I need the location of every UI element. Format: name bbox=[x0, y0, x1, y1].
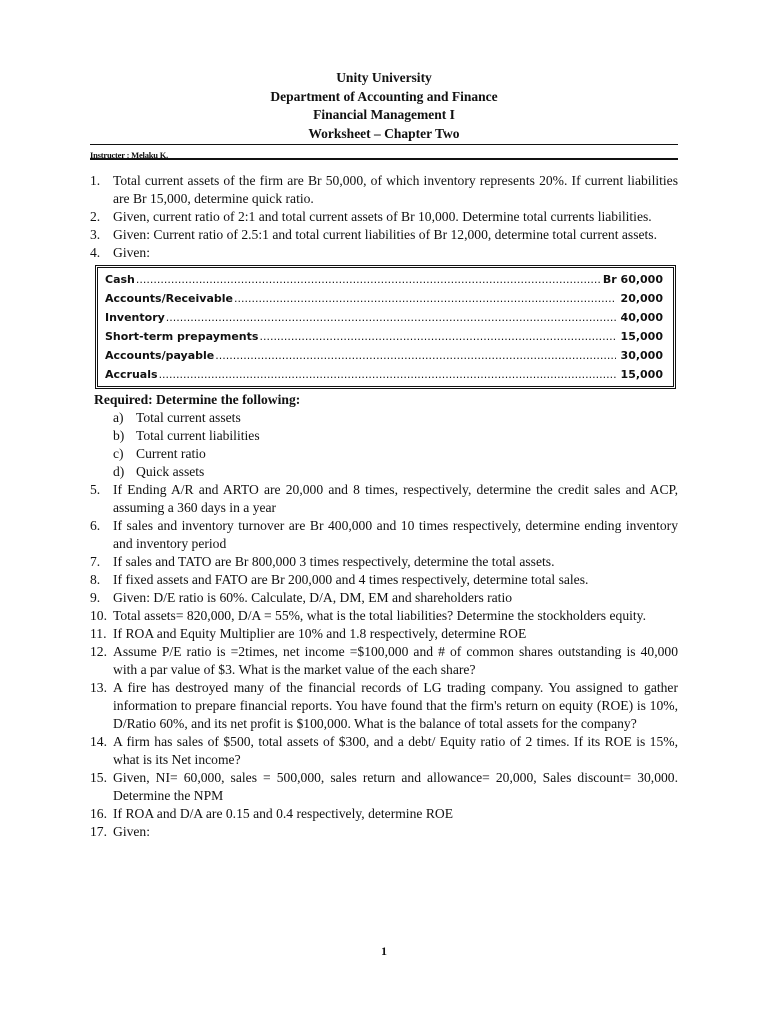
question-item bbox=[90, 607, 678, 625]
required-item-text: Total current assets bbox=[136, 410, 241, 425]
given-row-label: Cash bbox=[105, 273, 135, 286]
question-item-text: If sales and inventory turnover are Br 400,000 and 10 times respectively, determine ending inventory and inventory period bbox=[113, 518, 678, 551]
question-item bbox=[90, 517, 678, 553]
dot-leader bbox=[259, 327, 616, 346]
given-row bbox=[105, 289, 663, 308]
given-row-value: 15,000 bbox=[620, 368, 663, 381]
question-item-number: 1. bbox=[90, 173, 101, 188]
header-rule-bottom bbox=[90, 158, 678, 160]
question-item-number: 4. bbox=[90, 245, 101, 260]
given-row bbox=[105, 270, 663, 289]
question-item bbox=[90, 643, 678, 679]
dot-leader bbox=[166, 308, 616, 327]
given-row bbox=[105, 365, 663, 384]
question-item-text: A fire has destroyed many of the financial records of LG trading company. You assigned to gather information to prepare financial reports. You have found that the firm's return on equity (ROE) is 10%, D/Ratio 60%, and its net profit is $100,000. What is the balance of total assets for the company? bbox=[113, 680, 678, 731]
question-item-number: 15. bbox=[90, 770, 107, 785]
instructor-line: Instructer : Melaku K. bbox=[90, 150, 169, 160]
question-item bbox=[90, 769, 678, 805]
question-item-text: Total current assets of the firm are Br 50,000, of which inventory represents 20%. If current liabilities are Br 15,000, determine quick ratio. bbox=[113, 173, 678, 206]
question-item-number: 5. bbox=[90, 482, 101, 497]
given-row-label: Accounts/payable bbox=[105, 349, 215, 362]
question-item-number: 11. bbox=[90, 626, 107, 641]
given-row bbox=[105, 346, 663, 365]
question-item-number: 7. bbox=[90, 554, 101, 569]
given-row bbox=[105, 308, 663, 327]
dot-leader bbox=[215, 346, 616, 365]
question-item-text: If fixed assets and FATO are Br 200,000 and 4 times respectively, determine total sales. bbox=[113, 572, 589, 587]
question-item-text: Given: D/E ratio is 60%. Calculate, D/A, DM, EM and shareholders ratio bbox=[113, 590, 513, 605]
question-item-number: 3. bbox=[90, 227, 101, 242]
question-list-b bbox=[90, 481, 678, 841]
page-number: 1 bbox=[381, 944, 387, 958]
question-item bbox=[90, 553, 678, 571]
given-values-box bbox=[95, 265, 676, 389]
worksheet-body bbox=[90, 172, 678, 841]
question-item bbox=[90, 226, 678, 244]
question-item bbox=[90, 589, 678, 607]
question-item bbox=[90, 679, 678, 733]
question-item-text: If ROA and Equity Multiplier are 10% and 1.8 respectively, determine ROE bbox=[113, 626, 527, 641]
dot-leader bbox=[234, 289, 616, 308]
given-row bbox=[105, 327, 663, 346]
question-item bbox=[90, 571, 678, 589]
worksheet-title: Worksheet – Chapter Two bbox=[308, 125, 460, 141]
required-item-number: c) bbox=[113, 446, 124, 461]
question-item-text: Assume P/E ratio is =2times, net income =$100,000 and # of common shares outstanding is 40,000 with a par value of $3. What is the market value of the each share? bbox=[113, 644, 678, 677]
question-item-text: Given, current ratio of 2:1 and total current assets of Br 10,000. Determine total currents liabilities. bbox=[113, 209, 652, 224]
question-item-number: 13. bbox=[90, 680, 107, 695]
given-row-value: 30,000 bbox=[620, 349, 663, 362]
question-item bbox=[90, 733, 678, 769]
question-list-a bbox=[90, 172, 678, 262]
question-item-text: Total assets= 820,000, D/A = 55%, what is the total liabilities? Determine the stockholders equity. bbox=[113, 608, 646, 623]
required-item bbox=[90, 409, 678, 427]
course-name: Financial Management I bbox=[313, 107, 455, 122]
question-item-number: 2. bbox=[90, 209, 101, 224]
required-items-list bbox=[90, 409, 678, 481]
dot-leader bbox=[159, 365, 616, 384]
required-item-text: Quick assets bbox=[136, 464, 205, 479]
question-item-text: Given: bbox=[113, 824, 150, 839]
question-item-number: 14. bbox=[90, 734, 107, 749]
required-item bbox=[90, 445, 678, 463]
required-item-number: d) bbox=[113, 464, 125, 479]
question-item bbox=[90, 625, 678, 643]
question-item-text: If Ending A/R and ARTO are 20,000 and 8 times, respectively, determine the credit sales and ACP, assuming a 360 days in a year bbox=[113, 482, 678, 515]
given-row-value: 40,000 bbox=[620, 311, 663, 324]
question-item-number: 10. bbox=[90, 608, 107, 623]
question-item-text: If sales and TATO are Br 800,000 3 times respectively, determine the total assets. bbox=[113, 554, 555, 569]
header-rule-top bbox=[90, 144, 678, 145]
required-item-text: Current ratio bbox=[136, 446, 206, 461]
given-row-label: Accounts/Receivable bbox=[105, 292, 233, 305]
given-row-label: Inventory bbox=[105, 311, 165, 324]
question-item-text: A firm has sales of $500, total assets of $300, and a debt/ Equity ratio of 2 times. If its ROE is 15%, what is its Net income? bbox=[113, 734, 678, 767]
question-item-number: 6. bbox=[90, 518, 101, 533]
question-item-text: Given: bbox=[113, 245, 150, 260]
question-item bbox=[90, 208, 678, 226]
question-item bbox=[90, 172, 678, 208]
required-item bbox=[90, 427, 678, 445]
required-heading: Required: Determine the following: bbox=[94, 392, 301, 407]
required-item-number: b) bbox=[113, 428, 125, 443]
question-item-text: Given: Current ratio of 2.5:1 and total current liabilities of Br 12,000, determine total current assets. bbox=[113, 227, 657, 242]
required-item-number: a) bbox=[113, 410, 124, 425]
question-item-number: 12. bbox=[90, 644, 107, 659]
document-header bbox=[0, 69, 768, 143]
dot-leader bbox=[136, 270, 602, 289]
question-item bbox=[90, 244, 678, 262]
given-row-value: 20,000 bbox=[620, 292, 663, 305]
given-row-label: Accruals bbox=[105, 368, 158, 381]
given-row-label: Short-term prepayments bbox=[105, 330, 259, 343]
question-item bbox=[90, 805, 678, 823]
question-item-text: If ROA and D/A are 0.15 and 0.4 respectively, determine ROE bbox=[113, 806, 454, 821]
university-name: Unity University bbox=[336, 70, 432, 85]
question-item-number: 16. bbox=[90, 806, 107, 821]
department-name: Department of Accounting and Finance bbox=[270, 88, 498, 104]
question-item-number: 8. bbox=[90, 572, 101, 587]
required-item-text: Total current liabilities bbox=[136, 428, 260, 443]
question-item bbox=[90, 481, 678, 517]
given-row-value: 15,000 bbox=[620, 330, 663, 343]
question-item bbox=[90, 823, 678, 841]
required-item bbox=[90, 463, 678, 481]
question-item-text: Given, NI= 60,000, sales = 500,000, sales return and allowance= 20,000, Sales discount= 30,000. Determine the NPM bbox=[113, 770, 678, 803]
given-row-value: Br 60,000 bbox=[602, 273, 663, 286]
question-item-number: 17. bbox=[90, 824, 107, 839]
question-item-number: 9. bbox=[90, 590, 101, 605]
